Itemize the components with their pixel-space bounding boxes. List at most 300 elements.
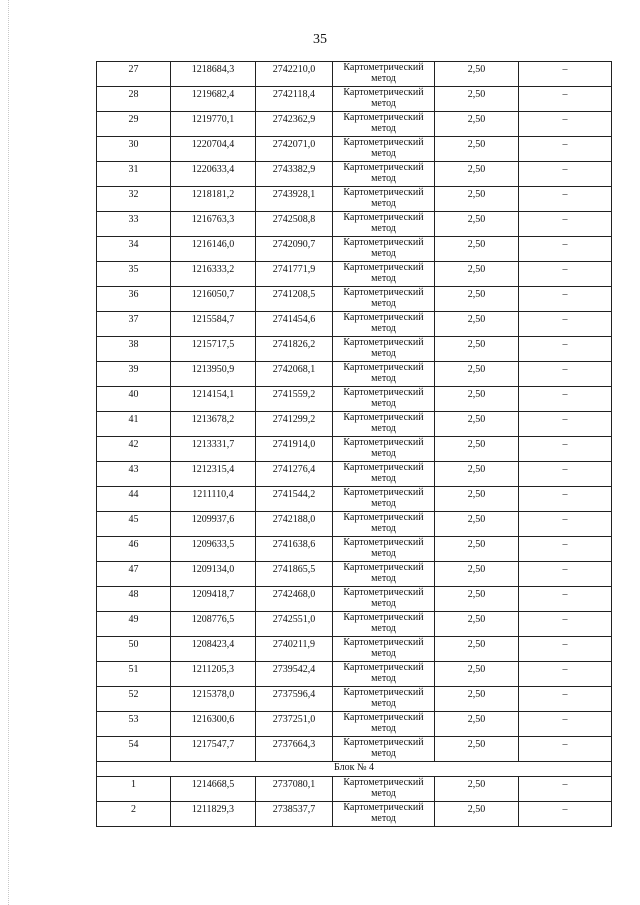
accuracy-cell-text: 2,50	[467, 339, 486, 350]
y-coordinate-cell	[256, 337, 333, 362]
point-number-cell-text: 45	[128, 514, 139, 525]
x-coordinate-cell-text: 1217547,7	[191, 739, 235, 750]
method-cell	[333, 87, 435, 112]
x-coordinate-cell-text: 1211829,3	[191, 804, 235, 815]
point-number-cell	[97, 737, 171, 762]
accuracy-cell	[435, 712, 519, 737]
accuracy-cell	[435, 112, 519, 137]
x-coordinate-cell-text: 1216146,0	[191, 239, 235, 250]
table-row	[97, 112, 612, 137]
point-number-cell	[97, 162, 171, 187]
accuracy-cell	[435, 777, 519, 802]
point-number-cell	[97, 87, 171, 112]
accuracy-cell	[435, 562, 519, 587]
method-line-1: Картометрический	[343, 137, 424, 148]
x-coordinate-cell	[171, 737, 256, 762]
y-coordinate-cell	[256, 487, 333, 512]
method-text	[333, 462, 434, 484]
point-number-cell	[97, 612, 171, 637]
point-number-cell	[97, 512, 171, 537]
table-row	[97, 662, 612, 687]
method-line-2: метод	[371, 422, 396, 434]
method-line-2: метод	[371, 247, 396, 259]
x-coordinate-cell	[171, 562, 256, 587]
description-cell-text: –	[562, 514, 568, 525]
y-coordinate-cell	[256, 87, 333, 112]
table-row	[97, 162, 612, 187]
accuracy-cell-text: 2,50	[467, 779, 486, 790]
table-row	[97, 512, 612, 537]
y-coordinate-cell	[256, 462, 333, 487]
method-line-1: Картометрический	[343, 737, 424, 748]
method-cell	[333, 712, 435, 737]
y-coordinate-cell-text: 2737251,0	[272, 714, 316, 725]
y-coordinate-cell-text: 2737664,3	[272, 739, 316, 750]
y-coordinate-cell-text: 2740211,9	[272, 639, 316, 650]
accuracy-cell-text: 2,50	[467, 439, 486, 450]
method-cell	[333, 237, 435, 262]
point-number-cell-text: 35	[128, 264, 139, 275]
method-cell	[333, 187, 435, 212]
description-cell	[519, 337, 612, 362]
method-line-1: Картометрический	[343, 112, 424, 123]
y-coordinate-cell-text: 2742188,0	[272, 514, 316, 525]
accuracy-cell-text: 2,50	[467, 214, 486, 225]
point-number-cell-text: 2	[131, 804, 136, 815]
accuracy-cell	[435, 137, 519, 162]
method-line-1: Картометрический	[343, 587, 424, 598]
x-coordinate-cell	[171, 662, 256, 687]
description-cell	[519, 712, 612, 737]
method-line-2: метод	[371, 97, 396, 109]
description-cell	[519, 487, 612, 512]
method-cell	[333, 512, 435, 537]
table-row	[97, 802, 612, 827]
x-coordinate-cell-text: 1218684,3	[191, 64, 235, 75]
description-cell	[519, 187, 612, 212]
x-coordinate-cell-text: 1216050,7	[191, 289, 235, 300]
description-cell-text: –	[562, 614, 568, 625]
description-cell	[519, 362, 612, 387]
x-coordinate-cell-text: 1212315,4	[191, 464, 235, 475]
x-coordinate-cell-text: 1214154,1	[191, 389, 235, 400]
accuracy-cell-text: 2,50	[467, 189, 486, 200]
y-coordinate-cell	[256, 187, 333, 212]
y-coordinate-cell	[256, 287, 333, 312]
description-cell	[519, 412, 612, 437]
description-cell	[519, 387, 612, 412]
description-cell	[519, 777, 612, 802]
method-text	[333, 62, 434, 84]
x-coordinate-cell-text: 1219682,4	[191, 89, 235, 100]
x-coordinate-cell	[171, 137, 256, 162]
accuracy-cell	[435, 437, 519, 462]
point-number-cell-text: 27	[128, 64, 139, 75]
x-coordinate-cell-text: 1211110,4	[192, 489, 234, 500]
method-text	[333, 802, 434, 824]
method-line-2: метод	[371, 597, 396, 609]
x-coordinate-cell	[171, 637, 256, 662]
method-line-1: Картометрический	[343, 612, 424, 623]
method-cell	[333, 587, 435, 612]
table-row	[97, 737, 612, 762]
y-coordinate-cell-text: 2741208,5	[272, 289, 316, 300]
point-number-cell-text: 34	[128, 239, 139, 250]
table-row	[97, 637, 612, 662]
method-line-2: метод	[371, 647, 396, 659]
x-coordinate-cell	[171, 337, 256, 362]
point-number-cell-text: 31	[128, 164, 139, 175]
point-number-cell-text: 54	[128, 739, 139, 750]
table-row	[97, 437, 612, 462]
x-coordinate-cell	[171, 362, 256, 387]
description-cell-text: –	[562, 364, 568, 375]
point-number-cell	[97, 712, 171, 737]
accuracy-cell-text: 2,50	[467, 664, 486, 675]
accuracy-cell	[435, 237, 519, 262]
table-row	[97, 337, 612, 362]
accuracy-cell	[435, 412, 519, 437]
y-coordinate-cell	[256, 437, 333, 462]
accuracy-cell-text: 2,50	[467, 739, 486, 750]
y-coordinate-cell-text: 2742090,7	[272, 239, 316, 250]
method-text	[333, 312, 434, 334]
method-cell	[333, 802, 435, 827]
x-coordinate-cell-text: 1213950,9	[191, 364, 235, 375]
accuracy-cell-text: 2,50	[467, 389, 486, 400]
method-text	[333, 212, 434, 234]
description-cell	[519, 462, 612, 487]
point-number-cell-text: 37	[128, 314, 139, 325]
description-cell-text: –	[562, 714, 568, 725]
x-coordinate-cell	[171, 162, 256, 187]
y-coordinate-cell-text: 2741826,2	[272, 339, 316, 350]
y-coordinate-cell-text: 2741638,6	[272, 539, 316, 550]
method-line-2: метод	[371, 197, 396, 209]
accuracy-cell	[435, 737, 519, 762]
method-line-2: метод	[371, 372, 396, 384]
description-cell-text: –	[562, 189, 568, 200]
method-cell	[333, 137, 435, 162]
method-cell	[333, 362, 435, 387]
method-cell	[333, 312, 435, 337]
method-line-2: метод	[371, 747, 396, 759]
x-coordinate-cell	[171, 802, 256, 827]
description-cell-text: –	[562, 779, 568, 790]
x-coordinate-cell-text: 1211205,3	[191, 664, 235, 675]
method-text	[333, 777, 434, 799]
description-cell	[519, 662, 612, 687]
method-cell	[333, 612, 435, 637]
description-cell	[519, 237, 612, 262]
block-header: Блок № 4	[97, 762, 612, 777]
accuracy-cell	[435, 612, 519, 637]
method-line-2: метод	[371, 222, 396, 234]
point-number-cell-text: 41	[128, 414, 139, 425]
description-cell	[519, 802, 612, 827]
y-coordinate-cell-text: 2741454,6	[272, 314, 316, 325]
accuracy-cell-text: 2,50	[467, 589, 486, 600]
method-line-1: Картометрический	[343, 412, 424, 423]
method-text	[333, 387, 434, 409]
description-cell	[519, 512, 612, 537]
accuracy-cell-text: 2,50	[467, 514, 486, 525]
description-cell	[519, 137, 612, 162]
accuracy-cell-text: 2,50	[467, 714, 486, 725]
y-coordinate-cell-text: 2742210,0	[272, 64, 316, 75]
y-coordinate-cell	[256, 262, 333, 287]
method-text	[333, 562, 434, 584]
point-number-cell	[97, 137, 171, 162]
description-cell-text: –	[562, 489, 568, 500]
method-line-1: Картометрический	[343, 287, 424, 298]
description-cell-text: –	[562, 689, 568, 700]
method-line-1: Картометрический	[343, 337, 424, 348]
x-coordinate-cell	[171, 412, 256, 437]
description-cell-text: –	[562, 239, 568, 250]
y-coordinate-cell-text: 2737080,1	[272, 779, 316, 790]
x-coordinate-cell-text: 1215378,0	[191, 689, 235, 700]
method-cell	[333, 112, 435, 137]
accuracy-cell	[435, 587, 519, 612]
method-cell	[333, 337, 435, 362]
method-line-1: Картометрический	[343, 462, 424, 473]
description-cell	[519, 612, 612, 637]
y-coordinate-cell-text: 2742118,4	[272, 89, 316, 100]
x-coordinate-cell	[171, 487, 256, 512]
x-coordinate-cell	[171, 612, 256, 637]
method-cell	[333, 262, 435, 287]
accuracy-cell	[435, 662, 519, 687]
method-cell	[333, 662, 435, 687]
accuracy-cell-text: 2,50	[467, 64, 486, 75]
accuracy-cell	[435, 262, 519, 287]
x-coordinate-cell	[171, 287, 256, 312]
point-number-cell-text: 38	[128, 339, 139, 350]
point-number-cell-text: 42	[128, 439, 139, 450]
x-coordinate-cell	[171, 712, 256, 737]
method-line-1: Картометрический	[343, 187, 424, 198]
description-cell-text: –	[562, 114, 568, 125]
method-line-2: метод	[371, 547, 396, 559]
x-coordinate-cell	[171, 387, 256, 412]
method-text	[333, 162, 434, 184]
method-text	[333, 237, 434, 259]
description-cell	[519, 87, 612, 112]
x-coordinate-cell-text: 1216333,2	[191, 264, 235, 275]
accuracy-cell	[435, 687, 519, 712]
accuracy-cell	[435, 487, 519, 512]
table-row	[97, 687, 612, 712]
method-cell	[333, 737, 435, 762]
block-header-row	[97, 762, 612, 777]
table-row	[97, 612, 612, 637]
accuracy-cell-text: 2,50	[467, 689, 486, 700]
method-line-1: Картометрический	[343, 87, 424, 98]
description-cell-text: –	[562, 639, 568, 650]
point-number-cell-text: 1	[131, 779, 136, 790]
point-number-cell-text: 50	[128, 639, 139, 650]
y-coordinate-cell-text: 2737596,4	[272, 689, 316, 700]
accuracy-cell	[435, 387, 519, 412]
method-cell	[333, 437, 435, 462]
method-cell	[333, 777, 435, 802]
point-number-cell	[97, 777, 171, 802]
method-cell	[333, 287, 435, 312]
accuracy-cell-text: 2,50	[467, 539, 486, 550]
point-number-cell	[97, 112, 171, 137]
method-cell	[333, 637, 435, 662]
point-number-cell-text: 36	[128, 289, 139, 300]
accuracy-cell	[435, 337, 519, 362]
method-line-2: метод	[371, 322, 396, 334]
method-line-1: Картометрический	[343, 777, 424, 788]
method-cell	[333, 412, 435, 437]
method-line-2: метод	[371, 347, 396, 359]
x-coordinate-cell-text: 1215584,7	[191, 314, 235, 325]
y-coordinate-cell-text: 2741276,4	[272, 464, 316, 475]
point-number-cell-text: 40	[128, 389, 139, 400]
accuracy-cell-text: 2,50	[467, 239, 486, 250]
method-line-2: метод	[371, 812, 396, 824]
accuracy-cell-text: 2,50	[467, 804, 486, 815]
table-row	[97, 212, 612, 237]
y-coordinate-cell-text: 2743382,9	[272, 164, 316, 175]
y-coordinate-cell-text: 2739542,4	[272, 664, 316, 675]
y-coordinate-cell	[256, 387, 333, 412]
x-coordinate-cell	[171, 87, 256, 112]
method-cell	[333, 687, 435, 712]
x-coordinate-cell-text: 1214668,5	[191, 779, 235, 790]
y-coordinate-cell-text: 2741559,2	[272, 389, 316, 400]
y-coordinate-cell-text: 2741544,2	[272, 489, 316, 500]
x-coordinate-cell	[171, 212, 256, 237]
method-cell	[333, 62, 435, 87]
y-coordinate-cell-text: 2738537,7	[272, 804, 316, 815]
y-coordinate-cell	[256, 687, 333, 712]
description-cell-text: –	[562, 389, 568, 400]
method-line-1: Картометрический	[343, 537, 424, 548]
point-number-cell-text: 47	[128, 564, 139, 575]
y-coordinate-cell	[256, 112, 333, 137]
method-text	[333, 637, 434, 659]
y-coordinate-cell	[256, 62, 333, 87]
description-cell-text: –	[562, 89, 568, 100]
method-text	[333, 437, 434, 459]
point-number-cell-text: 39	[128, 364, 139, 375]
description-cell	[519, 687, 612, 712]
y-coordinate-cell-text: 2741299,2	[272, 414, 316, 425]
point-number-cell	[97, 587, 171, 612]
y-coordinate-cell	[256, 212, 333, 237]
method-line-1: Картометрический	[343, 512, 424, 523]
page-number: 35	[313, 32, 327, 47]
x-coordinate-cell-text: 1213678,2	[191, 414, 235, 425]
y-coordinate-cell-text: 2742068,1	[272, 364, 316, 375]
description-cell-text: –	[562, 289, 568, 300]
description-cell-text: –	[562, 564, 568, 575]
x-coordinate-cell-text: 1220704,4	[191, 139, 235, 150]
accuracy-cell	[435, 162, 519, 187]
accuracy-cell-text: 2,50	[467, 264, 486, 275]
description-cell-text: –	[562, 139, 568, 150]
y-coordinate-cell	[256, 637, 333, 662]
accuracy-cell-text: 2,50	[467, 414, 486, 425]
method-text	[333, 112, 434, 134]
description-cell-text: –	[562, 214, 568, 225]
y-coordinate-cell	[256, 777, 333, 802]
point-number-cell	[97, 562, 171, 587]
method-line-2: метод	[371, 147, 396, 159]
accuracy-cell	[435, 802, 519, 827]
description-cell-text: –	[562, 164, 568, 175]
accuracy-cell	[435, 512, 519, 537]
point-number-cell-text: 53	[128, 714, 139, 725]
table-row	[97, 777, 612, 802]
method-line-1: Картометрический	[343, 562, 424, 573]
description-cell	[519, 312, 612, 337]
y-coordinate-cell-text: 2741865,5	[272, 564, 316, 575]
method-cell	[333, 162, 435, 187]
method-text	[333, 612, 434, 634]
accuracy-cell-text: 2,50	[467, 164, 486, 175]
y-coordinate-cell	[256, 162, 333, 187]
method-line-2: метод	[371, 672, 396, 684]
table-row	[97, 587, 612, 612]
table-row	[97, 262, 612, 287]
description-cell	[519, 537, 612, 562]
coordinates-table-body	[97, 62, 612, 827]
x-coordinate-cell-text: 1209134,0	[191, 564, 235, 575]
description-cell-text: –	[562, 664, 568, 675]
y-coordinate-cell	[256, 612, 333, 637]
method-line-2: метод	[371, 497, 396, 509]
method-line-2: метод	[371, 272, 396, 284]
x-coordinate-cell	[171, 312, 256, 337]
y-coordinate-cell	[256, 412, 333, 437]
accuracy-cell	[435, 537, 519, 562]
x-coordinate-cell-text: 1220633,4	[191, 164, 235, 175]
description-cell	[519, 587, 612, 612]
point-number-cell-text: 49	[128, 614, 139, 625]
method-line-1: Картометрический	[343, 662, 424, 673]
point-number-cell	[97, 537, 171, 562]
table-row	[97, 387, 612, 412]
description-cell-text: –	[562, 589, 568, 600]
method-text	[333, 187, 434, 209]
table-row	[97, 562, 612, 587]
x-coordinate-cell	[171, 112, 256, 137]
method-text	[333, 262, 434, 284]
point-number-cell	[97, 62, 171, 87]
method-line-1: Картометрический	[343, 687, 424, 698]
y-coordinate-cell	[256, 362, 333, 387]
y-coordinate-cell-text: 2743928,1	[272, 189, 316, 200]
accuracy-cell	[435, 287, 519, 312]
table-row	[97, 287, 612, 312]
y-coordinate-cell-text: 2742071,0	[272, 139, 316, 150]
method-line-1: Картометрический	[343, 387, 424, 398]
x-coordinate-cell-text: 1209633,5	[191, 539, 235, 550]
y-coordinate-cell-text: 2742362,9	[272, 114, 316, 125]
accuracy-cell	[435, 362, 519, 387]
method-text	[333, 362, 434, 384]
description-cell-text: –	[562, 739, 568, 750]
point-number-cell-text: 52	[128, 689, 139, 700]
method-line-2: метод	[371, 522, 396, 534]
description-cell-text: –	[562, 414, 568, 425]
accuracy-cell	[435, 312, 519, 337]
